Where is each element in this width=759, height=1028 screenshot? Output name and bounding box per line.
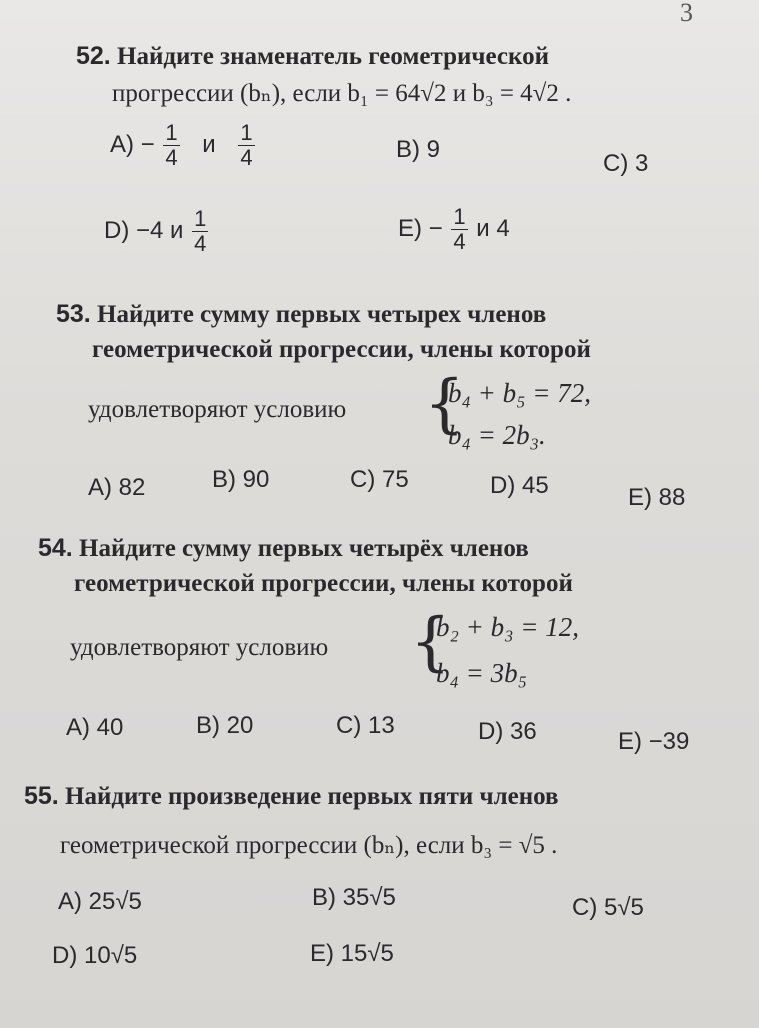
option-c: C) 13 [336,712,395,739]
equation-1: b₄ + b₅ = 72, [448,378,591,408]
problem-53-line-2: геометрической прогрессии, члены которой [92,336,591,363]
problem-number: 54. [38,534,73,562]
equation-2: b₄ = 3b₅ [436,658,527,688]
numerator: 1 [240,120,253,145]
system-brace: { [410,605,451,679]
problem-number: 53. [56,300,91,328]
option-e: E) 88 [628,484,686,511]
option-a: A) 25√5 [58,888,142,915]
option-c: C) 5√5 [572,894,644,921]
option-a [110,122,257,169]
problem-52-line-1 [76,42,549,71]
problem-54-line-3: удовлетворяют условию [70,634,329,661]
denominator: 4 [453,229,466,254]
option-b: B) 35√5 [312,884,396,911]
option-c: C) 75 [350,466,409,493]
option-b: B) 90 [212,466,270,493]
option-c: C) 3 [603,150,649,177]
denominator: 4 [194,231,207,256]
problem-53-line-1 [56,300,546,329]
conjunction: и [202,130,216,158]
problem-53-line-3: удовлетворяют условию [88,396,347,423]
equation-2: b₄ = 2b₃. [448,420,546,450]
equation-1: b₂ + b₃ = 12, [436,612,579,642]
problem-text: Найдите знаменатель геометрической [117,43,549,70]
problem-text: Найдите сумму первых четырех членов [97,301,547,328]
option-label: D) −4 и [104,216,184,244]
option-e: E) −39 [618,728,690,755]
problem-text: Найдите сумму первых четырёх членов [79,535,529,562]
problem-52-line-2: прогрессии (bₙ), если b₁ = 64√2 и b₃ = 4√2 . [112,80,572,107]
fraction [451,206,467,253]
option-d [104,208,210,255]
option-label: E) − [398,214,443,242]
option-tail: и 4 [476,214,510,242]
option-d: D) 10√5 [52,942,138,969]
fraction [192,208,208,255]
option-d: D) 36 [478,718,537,745]
numerator: 1 [453,204,466,229]
problem-55-line-2: геометрической прогрессии (bₙ), если b₃ = √5 . [60,832,558,859]
numerator: 1 [165,120,178,145]
fraction [238,122,254,169]
denominator: 4 [240,145,253,170]
problem-number: 55. [24,782,59,810]
option-label: A) [110,130,134,158]
option-d: D) 45 [490,472,549,499]
page-number: 3 [680,0,693,27]
option-e [398,206,510,253]
problem-55-line-1 [24,782,559,811]
fraction [163,122,179,169]
option-b: B) 9 [396,136,441,163]
problem-54-line-2: геометрической прогрессии, члены которой [74,570,573,597]
minus-sign: − [140,130,155,158]
problem-number: 52. [76,42,111,70]
option-a: A) 40 [66,714,124,741]
problem-54-line-1 [38,534,529,563]
option-e: E) 15√5 [310,940,394,967]
denominator: 4 [165,145,178,170]
option-b: B) 20 [196,712,254,739]
option-a: A) 82 [88,474,146,501]
system-brace: { [424,367,465,441]
numerator: 1 [194,206,207,231]
problem-text: Найдите произведение первых пяти членов [65,783,559,810]
